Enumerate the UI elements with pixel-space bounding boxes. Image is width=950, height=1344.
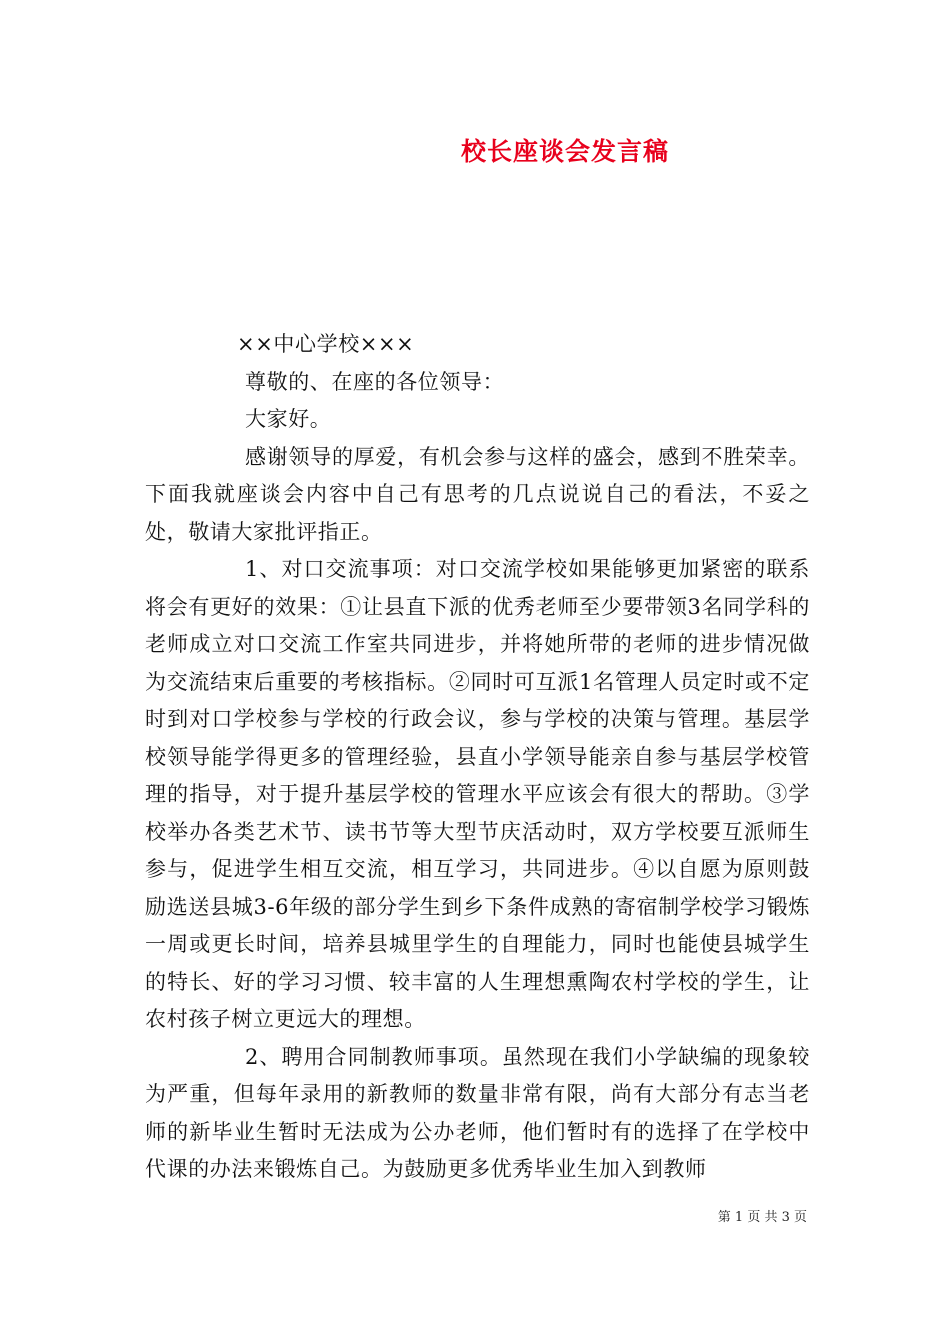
paragraph-intro: 感谢领导的厚爱，有机会参与这样的盛会，感到不胜荣幸。下面我就座谈会内容中自己有思考的几点说说自己的看法，不妥之处，敬请大家批评指正。 [145, 444, 810, 544]
page-number: 第 1 页 共 3 页 [717, 1210, 807, 1225]
document-body [145, 326, 810, 1189]
document-title: 校长座谈会发言稿 [460, 137, 669, 166]
school-line: ××中心学校××× [237, 332, 415, 356]
paragraph-contract-teachers: 2、聘用合同制教师事项。虽然现在我们小学缺编的现象较为严重，但每年录用的新教师的数量非常有限，尚有大部分有志当老师的新毕业生暂时无法成为公办老师，他们暂时有的选择了在学校中代课的办法来锻炼自己。为鼓励更多优秀毕业生加入到教师 [145, 1044, 810, 1181]
greeting: 大家好。 [245, 407, 332, 431]
paragraph-exchange: 1、对口交流事项：对口交流学校如果能够更加紧密的联系将会有更好的效果：①让县直下派的优秀老师至少要带领3名同学科的老师成立对口交流工作室共同进步，并将她所带的老师的进步情况做为交流结束后重要的考核指标。②同时可互派1名管理人员定时或不定时到对口学校参与学校的行政会议，参与学校的决策与管理。基层学校领导能学得更多的管理经验，县直小学领导能亲自参与基层学校管理的指导，对于提升基层学校的管理水平应该会有很大的帮助。③学校举办各类艺术节、读书节等大型节庆活动时，双方学校要互派师生参与，促进学生相互交流，相互学习，共同进步。④以自愿为原则鼓励选送县城3-6年级的部分学生到乡下条件成熟的寄宿制学校学习锻炼一周或更长时间，培养县城里学生的自理能力，同时也能使县城学生的特长、好的学习习惯、较丰富的人生理想熏陶农村学校的学生，让农村孩子树立更远大的理想。 [145, 557, 810, 1031]
salutation: 尊敬的、在座的各位领导： [245, 369, 505, 394]
